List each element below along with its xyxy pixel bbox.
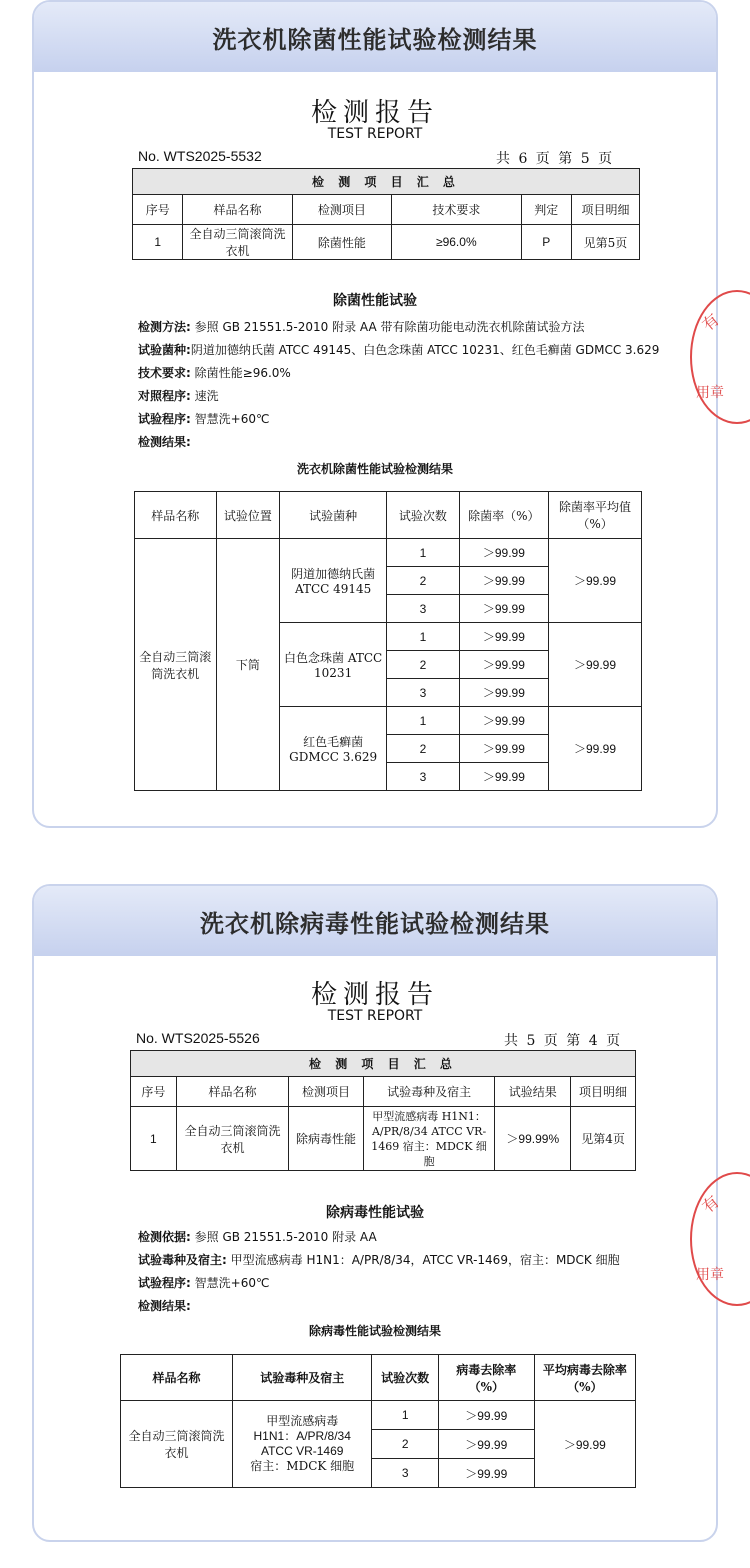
sample-name: 全自动三筒滚筒洗衣机 xyxy=(121,1401,233,1488)
summary-cell: ≥96.0% xyxy=(392,225,521,260)
trial-number: 2 xyxy=(387,651,460,679)
info-line: 对照程序: 速洗 xyxy=(138,389,219,403)
card-header xyxy=(34,886,716,956)
summary-cell: 除菌性能 xyxy=(292,225,391,260)
card-header-title: 洗衣机除病毒性能试验检测结果 xyxy=(200,909,550,938)
result-header: 样品名称 xyxy=(121,1355,233,1401)
report-subtitle: TEST REPORT xyxy=(327,1008,423,1024)
info-line: 检测依据: 参照 GB 21551.5-2010 附录 AA xyxy=(138,1230,377,1244)
removal-rate: ＞99.99 xyxy=(459,567,548,595)
report-title: 检测报告 xyxy=(310,98,439,128)
result-header: 平均病毒去除率（%） xyxy=(534,1355,635,1401)
summary-cell: ＞99.99% xyxy=(495,1107,571,1171)
section-title: 除菌性能试验 xyxy=(333,293,417,309)
result-header: 病毒去除率（%） xyxy=(438,1355,534,1401)
result-header: 试验菌种 xyxy=(280,492,387,539)
result-header: 除菌率平均值（%） xyxy=(549,492,642,539)
result-title: 除病毒性能试验检测结果 xyxy=(308,1324,441,1338)
result-header: 试验次数 xyxy=(387,492,460,539)
virus-strain: 甲型流感病毒 H1N1：A/PR/8/34 ATCC VR-1469 宿主：MDCK 细胞 xyxy=(232,1401,371,1488)
summary-title: 检 测 项 目 汇 总 xyxy=(131,1051,636,1077)
trial-number: 2 xyxy=(387,735,460,763)
red-seal-stamp: 有 用章 xyxy=(690,1172,750,1306)
test-info xyxy=(138,1226,620,1318)
removal-rate: ＞99.99 xyxy=(438,1430,534,1459)
info-line: 检测方法: 参照 GB 21551.5-2010 附录 AA 带有除菌功能电动洗衣机除菌试验方法 xyxy=(138,320,585,334)
section-title: 除病毒性能试验 xyxy=(326,1205,424,1221)
report-number: No. WTS2025-5532 xyxy=(138,148,262,164)
summary-cell: 甲型流感病毒 H1N1：A/PR/8/34 ATCC VR-1469 宿主：MDCK 细胞 xyxy=(363,1107,495,1171)
average-rate: ＞99.99 xyxy=(549,539,642,623)
removal-rate: ＞99.99 xyxy=(459,679,548,707)
red-seal-stamp: 有 用章 xyxy=(690,290,750,424)
summary-header: 序号 xyxy=(131,1077,177,1107)
virus-report-card xyxy=(32,884,718,1542)
average-rate: ＞99.99 xyxy=(534,1401,635,1488)
summary-cell: 见第4页 xyxy=(571,1107,636,1171)
trial-number: 2 xyxy=(387,567,460,595)
summary-header: 项目明细 xyxy=(571,1077,636,1107)
trial-number: 3 xyxy=(387,763,460,791)
summary-header: 试验毒种及宿主 xyxy=(363,1077,495,1107)
removal-rate: ＞99.99 xyxy=(438,1401,534,1430)
report-number: No. WTS2025-5526 xyxy=(136,1030,260,1046)
strain: 阴道加德纳氏菌 ATCC 49145 xyxy=(280,539,387,623)
average-rate: ＞99.99 xyxy=(549,707,642,791)
info-line: 技术要求: 除菌性能≥96.0% xyxy=(138,366,291,380)
test-position: 下筒 xyxy=(216,539,280,791)
result-table xyxy=(134,491,642,791)
info-line: 试验毒种及宿主: 甲型流感病毒 H1N1：A/PR/8/34，ATCC VR-1469，宿主：MDCK 细胞 xyxy=(138,1253,620,1267)
summary-cell: 除病毒性能 xyxy=(289,1107,363,1171)
sample-name: 全自动三筒滚筒洗衣机 xyxy=(135,539,217,791)
report-title: 检测报告 xyxy=(310,980,439,1010)
report-subtitle: TEST REPORT xyxy=(327,126,423,142)
summary-table xyxy=(132,168,640,260)
trial-number: 3 xyxy=(372,1459,438,1488)
summary-header: 项目明细 xyxy=(571,195,639,225)
summary-cell: 1 xyxy=(131,1107,177,1171)
trial-number: 2 xyxy=(372,1430,438,1459)
info-line: 试验程序: 智慧洗+60℃ xyxy=(138,412,270,426)
summary-header: 试验结果 xyxy=(495,1077,571,1107)
result-table xyxy=(120,1354,636,1488)
test-info xyxy=(138,316,659,454)
removal-rate: ＞99.99 xyxy=(459,651,548,679)
strain: 红色毛癣菌 GDMCC 3.629 xyxy=(280,707,387,791)
summary-header: 检测项目 xyxy=(289,1077,363,1107)
trial-number: 3 xyxy=(387,679,460,707)
summary-title: 检 测 项 目 汇 总 xyxy=(133,169,640,195)
trial-number: 1 xyxy=(387,623,460,651)
result-header: 试验毒种及宿主 xyxy=(232,1355,371,1401)
info-line: 试验程序: 智慧洗+60℃ xyxy=(138,1276,270,1290)
result-header: 试验次数 xyxy=(372,1355,438,1401)
removal-rate: ＞99.99 xyxy=(459,595,548,623)
page-info: 共 5 页 第 4 页 xyxy=(504,1033,621,1049)
trial-number: 1 xyxy=(372,1401,438,1430)
summary-cell: 全自动三筒滚筒洗衣机 xyxy=(183,225,292,260)
card-header-title: 洗衣机除菌性能试验检测结果 xyxy=(212,25,538,54)
removal-rate: ＞99.99 xyxy=(438,1459,534,1488)
summary-header: 判定 xyxy=(521,195,571,225)
summary-cell: 1 xyxy=(133,225,183,260)
result-header: 样品名称 xyxy=(135,492,217,539)
info-line: 检测结果: xyxy=(138,435,191,449)
summary-header: 样品名称 xyxy=(176,1077,289,1107)
removal-rate: ＞99.99 xyxy=(459,735,548,763)
summary-cell: P xyxy=(521,225,571,260)
average-rate: ＞99.99 xyxy=(549,623,642,707)
trial-number: 1 xyxy=(387,539,460,567)
info-line: 检测结果: xyxy=(138,1299,191,1313)
summary-table xyxy=(130,1050,636,1171)
strain: 白色念珠菌 ATCC 10231 xyxy=(280,623,387,707)
result-title: 洗衣机除菌性能试验检测结果 xyxy=(296,462,453,476)
result-header: 试验位置 xyxy=(216,492,280,539)
summary-cell: 见第5页 xyxy=(571,225,639,260)
summary-header: 样品名称 xyxy=(183,195,292,225)
trial-number: 3 xyxy=(387,595,460,623)
trial-number: 1 xyxy=(387,707,460,735)
summary-header: 技术要求 xyxy=(392,195,521,225)
bacteria-report-card xyxy=(32,0,718,828)
removal-rate: ＞99.99 xyxy=(459,707,548,735)
removal-rate: ＞99.99 xyxy=(459,623,548,651)
info-line: 试验菌种:阴道加德纳氏菌 ATCC 49145、白色念珠菌 ATCC 10231、红色毛癣菌 GDMCC 3.629 xyxy=(138,343,660,357)
summary-header: 序号 xyxy=(133,195,183,225)
card-header xyxy=(34,2,716,72)
result-header: 除菌率（%） xyxy=(459,492,548,539)
summary-header: 检测项目 xyxy=(292,195,391,225)
removal-rate: ＞99.99 xyxy=(459,539,548,567)
summary-cell: 全自动三筒滚筒洗衣机 xyxy=(176,1107,289,1171)
removal-rate: ＞99.99 xyxy=(459,763,548,791)
page-info: 共 6 页 第 5 页 xyxy=(496,151,613,167)
